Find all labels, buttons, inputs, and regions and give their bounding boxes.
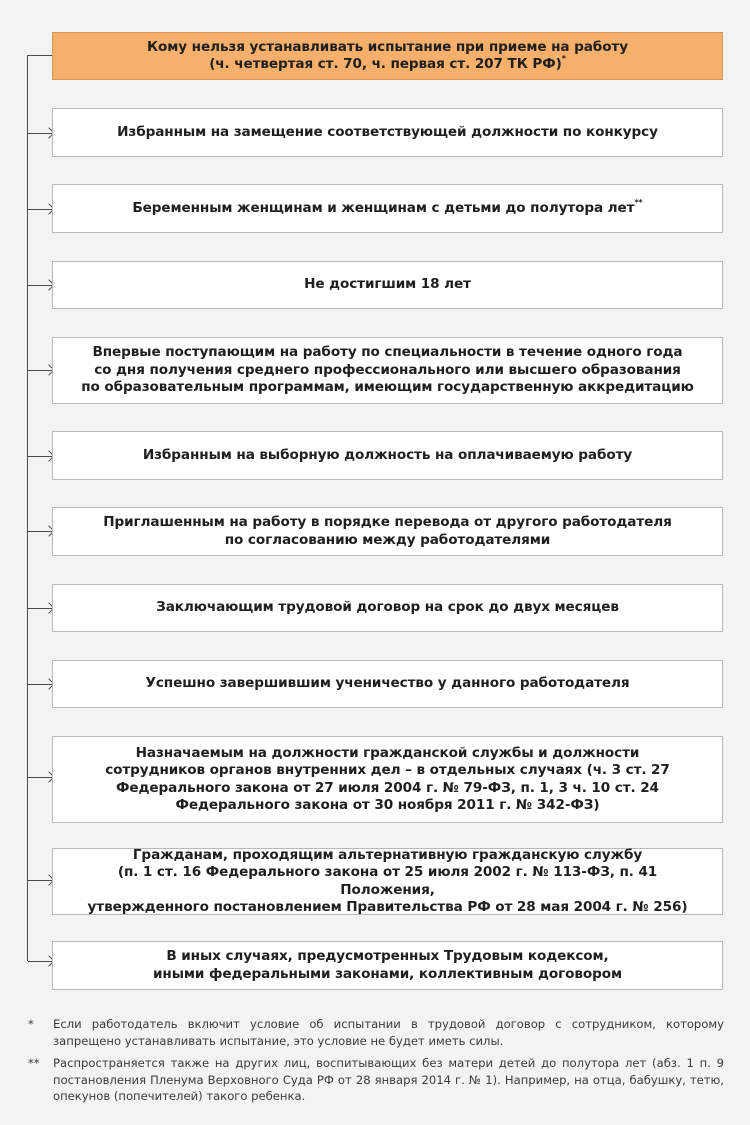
item-connector [28, 961, 52, 962]
diagram-spine [27, 55, 28, 961]
item-line: иными федеральными законами, коллективным договором [153, 965, 622, 982]
item-line: Не достигшим 18 лет [304, 276, 471, 293]
footnote-text: Распространяется также на других лиц, воспитывающих без матери детей до полутора лет (абз. 1 п. 9 постановления Пленума Верховного Суда РФ от 28 января 2014 г. № 1). Например, на отца, бабушку, тетю, опекунов (попечителей) такого ребенка. [53, 1056, 724, 1103]
item-line: сотрудников органов внутренних дел – в отдельных случаях (ч. 3 ст. 27 [105, 762, 670, 778]
item-line: Назначаемым на должности гражданской службы и должности [135, 744, 640, 761]
item-line: Федерального закона от 27 июля 2004 г. № 79-ФЗ, п. 1, 3 ч. 10 ст. 24 [116, 779, 659, 796]
item-box [52, 261, 723, 309]
header-connector [28, 55, 52, 56]
footnote [28, 1055, 724, 1105]
item-line: Заключающим трудовой договор на срок до двух месяцев [156, 599, 619, 616]
item-line: Гражданам, проходящим альтернативную гражданскую службу [132, 846, 643, 863]
item-box [52, 431, 723, 480]
item-connector [28, 531, 52, 532]
item-box [52, 507, 723, 556]
footnote-mark: * [28, 1017, 34, 1031]
footnote-text: Если работодатель включит условие об испытании в трудовой договор с сотрудником, которому запрещено устанавливать испытание, это условие не будет иметь силы. [53, 1017, 724, 1048]
item-connector [28, 608, 52, 609]
item-connector [28, 133, 52, 134]
item-line: по образовательным программам, имеющим государственную аккредитацию [81, 379, 694, 396]
item-box [52, 941, 723, 990]
footnote-mark: ** [28, 1056, 40, 1070]
item-connector [28, 370, 52, 371]
item-connector [28, 456, 52, 457]
item-line: Впервые поступающим на работу по специальности в течение одного года [92, 344, 683, 361]
item-line: Беременным женщинам и женщинам с детьми до полутора лет [132, 199, 635, 216]
item-box [52, 108, 723, 157]
item-footnote-mark: ** [634, 198, 643, 208]
header-subtitle: (ч. четвертая ст. 70, ч. первая ст. 207 ТК РФ) [209, 56, 562, 72]
header-title: Кому нельзя устанавливать испытание при приеме на работу [147, 38, 628, 55]
item-connector [28, 684, 52, 685]
item-line: со дня получения среднего профессионального или высшего образования [94, 361, 681, 378]
item-line: Приглашенным на работу в порядке перевода от другого работодателя [103, 514, 672, 530]
item-box [52, 660, 723, 708]
item-line: В иных случаях, предусмотренных Трудовым кодексом, [166, 948, 609, 964]
item-connector [28, 777, 52, 778]
item-box [52, 736, 723, 823]
item-line: (п. 1 ст. 16 Федерального закона от 25 июля 2002 г. № 113-ФЗ, п. 41 Положения, [117, 864, 658, 898]
item-connector [28, 880, 52, 881]
item-box [52, 337, 723, 404]
item-line: Избранным на выборную должность на оплачиваемую работу [142, 446, 633, 463]
item-connector [28, 209, 52, 210]
footnote [28, 1016, 724, 1049]
item-connector [28, 285, 52, 286]
item-box [52, 584, 723, 632]
item-box [52, 848, 723, 915]
item-line: Избранным на замещение соответствующей должности по конкурсу [117, 123, 658, 140]
header-box [52, 32, 723, 80]
item-line: Успешно завершившим ученичество у данного работодателя [145, 675, 630, 692]
item-line: Федерального закона от 30 ноября 2011 г. № 342-ФЗ) [175, 797, 600, 813]
item-line: утвержденного постановлением Правительства РФ от 28 мая 2004 г. № 256) [87, 899, 688, 915]
item-line: по согласованию между работодателями [224, 531, 551, 548]
footnotes [28, 1016, 724, 1111]
header-footnote-mark: * [561, 54, 566, 64]
item-box [52, 184, 723, 233]
